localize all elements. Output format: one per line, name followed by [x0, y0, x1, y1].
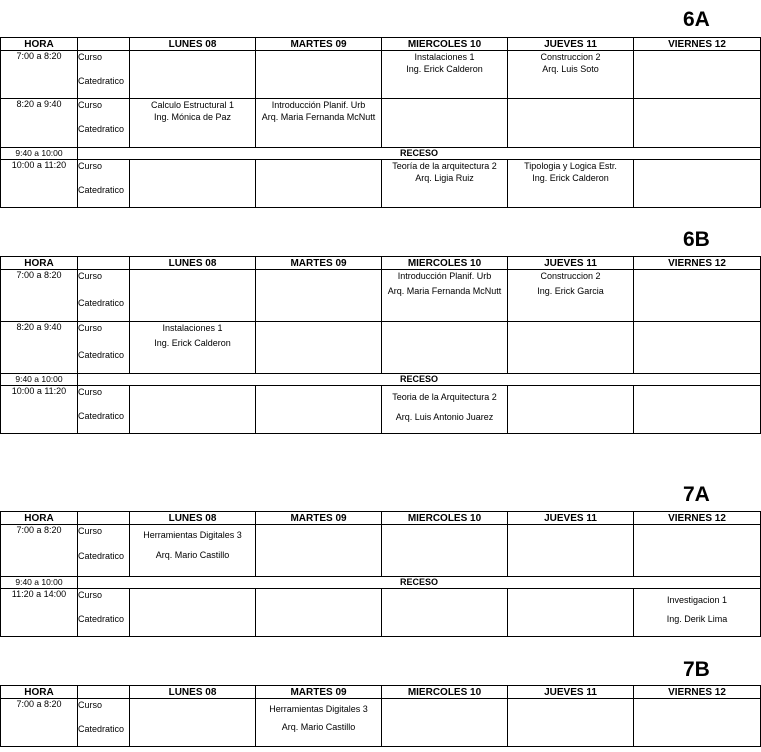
row-labels	[78, 525, 130, 577]
slot-lunes	[130, 51, 256, 99]
header-lunes: LUNES 08	[130, 38, 256, 51]
section-title-6a: 6A	[683, 8, 710, 31]
course-name: Herramientas Digitales 3	[269, 704, 368, 714]
slot-miercoles	[382, 51, 508, 99]
header-blank	[78, 512, 130, 525]
slot-martes	[256, 270, 382, 322]
slot-jueves	[508, 270, 634, 322]
course-name: Instalaciones 1	[414, 52, 475, 62]
time-cell: 7:00 a 8:20	[1, 699, 78, 747]
slot-miercoles	[382, 270, 508, 322]
slot-martes	[256, 386, 382, 434]
receso-row	[1, 374, 761, 386]
slot-lunes	[130, 386, 256, 434]
course-name: Calculo Estructural 1	[150, 100, 235, 110]
slot-lunes	[130, 589, 256, 637]
slot-lunes	[130, 160, 256, 208]
slot-jueves	[508, 589, 634, 637]
time-cell: 10:00 a 11:20	[1, 160, 78, 208]
slot-viernes	[634, 525, 761, 577]
section-title-6b: 6B	[683, 228, 710, 251]
curso-label: Curso	[78, 271, 103, 281]
catedratico-label: Catedratico	[78, 614, 125, 624]
row-labels	[78, 51, 130, 99]
section-title-7b: 7B	[683, 658, 710, 681]
slot-martes	[256, 160, 382, 208]
slot-martes	[256, 51, 382, 99]
row-labels	[78, 699, 130, 747]
instructor-name: Ing. Erick Calderon	[406, 64, 483, 74]
instructor-name: Arq. Maria Fernanda McNutt	[261, 112, 376, 122]
header-miercoles: MIERCOLES 10	[382, 512, 508, 525]
table-row	[1, 160, 761, 208]
header-martes: MARTES 09	[256, 512, 382, 525]
time-cell: 11:20 a 14:00	[1, 589, 78, 637]
time-cell: 7:00 a 8:20	[1, 51, 78, 99]
schedule-table-6b	[0, 256, 761, 434]
slot-viernes	[634, 99, 761, 148]
instructor-name: Arq. Mario Castillo	[155, 550, 230, 560]
receso-row	[1, 148, 761, 160]
header-lunes: LUNES 08	[130, 512, 256, 525]
table-row	[1, 322, 761, 374]
curso-label: Curso	[78, 590, 103, 600]
header-jueves: JUEVES 11	[508, 686, 634, 699]
course-name: Tipologia y Logica Estr.	[524, 161, 617, 171]
curso-label: Curso	[78, 52, 103, 62]
slot-viernes	[634, 160, 761, 208]
slot-jueves	[508, 99, 634, 148]
instructor-name: Arq. Maria Fernanda McNutt	[387, 286, 502, 296]
row-labels	[78, 160, 130, 208]
header-martes: MARTES 09	[256, 38, 382, 51]
instructor-name: Arq. Mario Castillo	[281, 722, 356, 732]
table-row	[1, 51, 761, 99]
schedule-table-7a	[0, 511, 761, 637]
slot-miercoles	[382, 589, 508, 637]
receso-label: RECESO	[78, 374, 761, 386]
time-cell: 8:20 a 9:40	[1, 99, 78, 148]
course-name: Herramientas Digitales 3	[143, 530, 242, 540]
slot-martes	[256, 525, 382, 577]
header-hora: HORA	[1, 512, 78, 525]
instructor-name: Arq. Ligia Ruiz	[415, 173, 474, 183]
time-cell: 7:00 a 8:20	[1, 525, 78, 577]
catedratico-label: Catedratico	[78, 350, 125, 360]
header-jueves: JUEVES 11	[508, 38, 634, 51]
header-hora: HORA	[1, 257, 78, 270]
header-row	[1, 257, 761, 270]
slot-jueves	[508, 160, 634, 208]
instructor-name: Ing. Erick Calderon	[154, 338, 231, 348]
instructor-name: Ing. Mónica de Paz	[153, 112, 232, 122]
course-name: Construccion 2	[540, 52, 601, 62]
slot-miercoles	[382, 322, 508, 374]
slot-viernes	[634, 589, 761, 637]
header-lunes: LUNES 08	[130, 686, 256, 699]
row-labels	[78, 589, 130, 637]
table-row	[1, 386, 761, 434]
header-viernes: VIERNES 12	[634, 512, 761, 525]
curso-label: Curso	[78, 700, 103, 710]
instructor-name: Ing. Erick Calderon	[532, 173, 609, 183]
catedratico-label: Catedratico	[78, 124, 125, 134]
slot-jueves	[508, 386, 634, 434]
row-labels	[78, 322, 130, 374]
curso-label: Curso	[78, 100, 103, 110]
catedratico-label: Catedratico	[78, 551, 125, 561]
row-labels	[78, 270, 130, 322]
row-labels	[78, 99, 130, 148]
header-jueves: JUEVES 11	[508, 257, 634, 270]
catedratico-label: Catedratico	[78, 298, 125, 308]
slot-miercoles	[382, 525, 508, 577]
header-miercoles: MIERCOLES 10	[382, 38, 508, 51]
slot-martes	[256, 322, 382, 374]
curso-label: Curso	[78, 526, 103, 536]
section-title-7a: 7A	[683, 483, 710, 506]
slot-lunes	[130, 525, 256, 577]
schedule-table-6a	[0, 37, 761, 208]
time-cell: 9:40 a 10:00	[1, 148, 78, 160]
table-row	[1, 525, 761, 577]
header-martes: MARTES 09	[256, 686, 382, 699]
slot-viernes	[634, 322, 761, 374]
time-cell: 9:40 a 10:00	[1, 374, 78, 386]
slot-lunes	[130, 322, 256, 374]
row-labels	[78, 386, 130, 434]
slot-miercoles	[382, 699, 508, 747]
header-hora: HORA	[1, 686, 78, 699]
table-row	[1, 589, 761, 637]
schedule-table-7b	[0, 685, 761, 747]
slot-viernes	[634, 51, 761, 99]
time-cell: 7:00 a 8:20	[1, 270, 78, 322]
course-name: Construccion 2	[540, 271, 601, 281]
time-cell: 8:20 a 9:40	[1, 322, 78, 374]
table-row	[1, 99, 761, 148]
header-miercoles: MIERCOLES 10	[382, 686, 508, 699]
header-blank	[78, 257, 130, 270]
instructor-name: Arq. Luis Antonio Juarez	[395, 412, 494, 422]
header-martes: MARTES 09	[256, 257, 382, 270]
slot-martes	[256, 99, 382, 148]
slot-jueves	[508, 322, 634, 374]
course-name: Introducción Planif. Urb	[271, 100, 366, 110]
course-name: Investigacion 1	[666, 595, 728, 605]
header-lunes: LUNES 08	[130, 257, 256, 270]
slot-viernes	[634, 270, 761, 322]
header-row	[1, 38, 761, 51]
table-row	[1, 699, 761, 747]
course-name: Instalaciones 1	[162, 323, 223, 333]
slot-martes	[256, 589, 382, 637]
slot-miercoles	[382, 99, 508, 148]
slot-jueves	[508, 525, 634, 577]
time-cell: 10:00 a 11:20	[1, 386, 78, 434]
slot-lunes	[130, 270, 256, 322]
header-hora: HORA	[1, 38, 78, 51]
curso-label: Curso	[78, 161, 103, 171]
receso-label: RECESO	[78, 148, 761, 160]
instructor-name: Ing. Derik Lima	[666, 614, 728, 624]
slot-viernes	[634, 386, 761, 434]
header-row	[1, 686, 761, 699]
slot-lunes	[130, 699, 256, 747]
catedratico-label: Catedratico	[78, 185, 125, 195]
course-name: Teoria de la Arquitectura 2	[392, 392, 497, 402]
header-blank	[78, 38, 130, 51]
course-name: Introducción Planif. Urb	[397, 271, 492, 281]
slot-martes	[256, 699, 382, 747]
course-name: Teoría de la arquitectura 2	[392, 161, 497, 171]
header-miercoles: MIERCOLES 10	[382, 257, 508, 270]
header-blank	[78, 686, 130, 699]
header-row	[1, 512, 761, 525]
catedratico-label: Catedratico	[78, 76, 125, 86]
slot-miercoles	[382, 160, 508, 208]
instructor-name: Arq. Luis Soto	[542, 64, 599, 74]
catedratico-label: Catedratico	[78, 411, 125, 421]
receso-row	[1, 577, 761, 589]
slot-jueves	[508, 699, 634, 747]
slot-viernes	[634, 699, 761, 747]
slot-jueves	[508, 51, 634, 99]
slot-lunes	[130, 99, 256, 148]
header-jueves: JUEVES 11	[508, 512, 634, 525]
header-viernes: VIERNES 12	[634, 257, 761, 270]
slot-miercoles	[382, 386, 508, 434]
instructor-name: Ing. Erick Garcia	[537, 286, 604, 296]
header-viernes: VIERNES 12	[634, 686, 761, 699]
curso-label: Curso	[78, 323, 103, 333]
table-row	[1, 270, 761, 322]
receso-label: RECESO	[78, 577, 761, 589]
catedratico-label: Catedratico	[78, 724, 125, 734]
header-viernes: VIERNES 12	[634, 38, 761, 51]
time-cell: 9:40 a 10:00	[1, 577, 78, 589]
curso-label: Curso	[78, 387, 103, 397]
